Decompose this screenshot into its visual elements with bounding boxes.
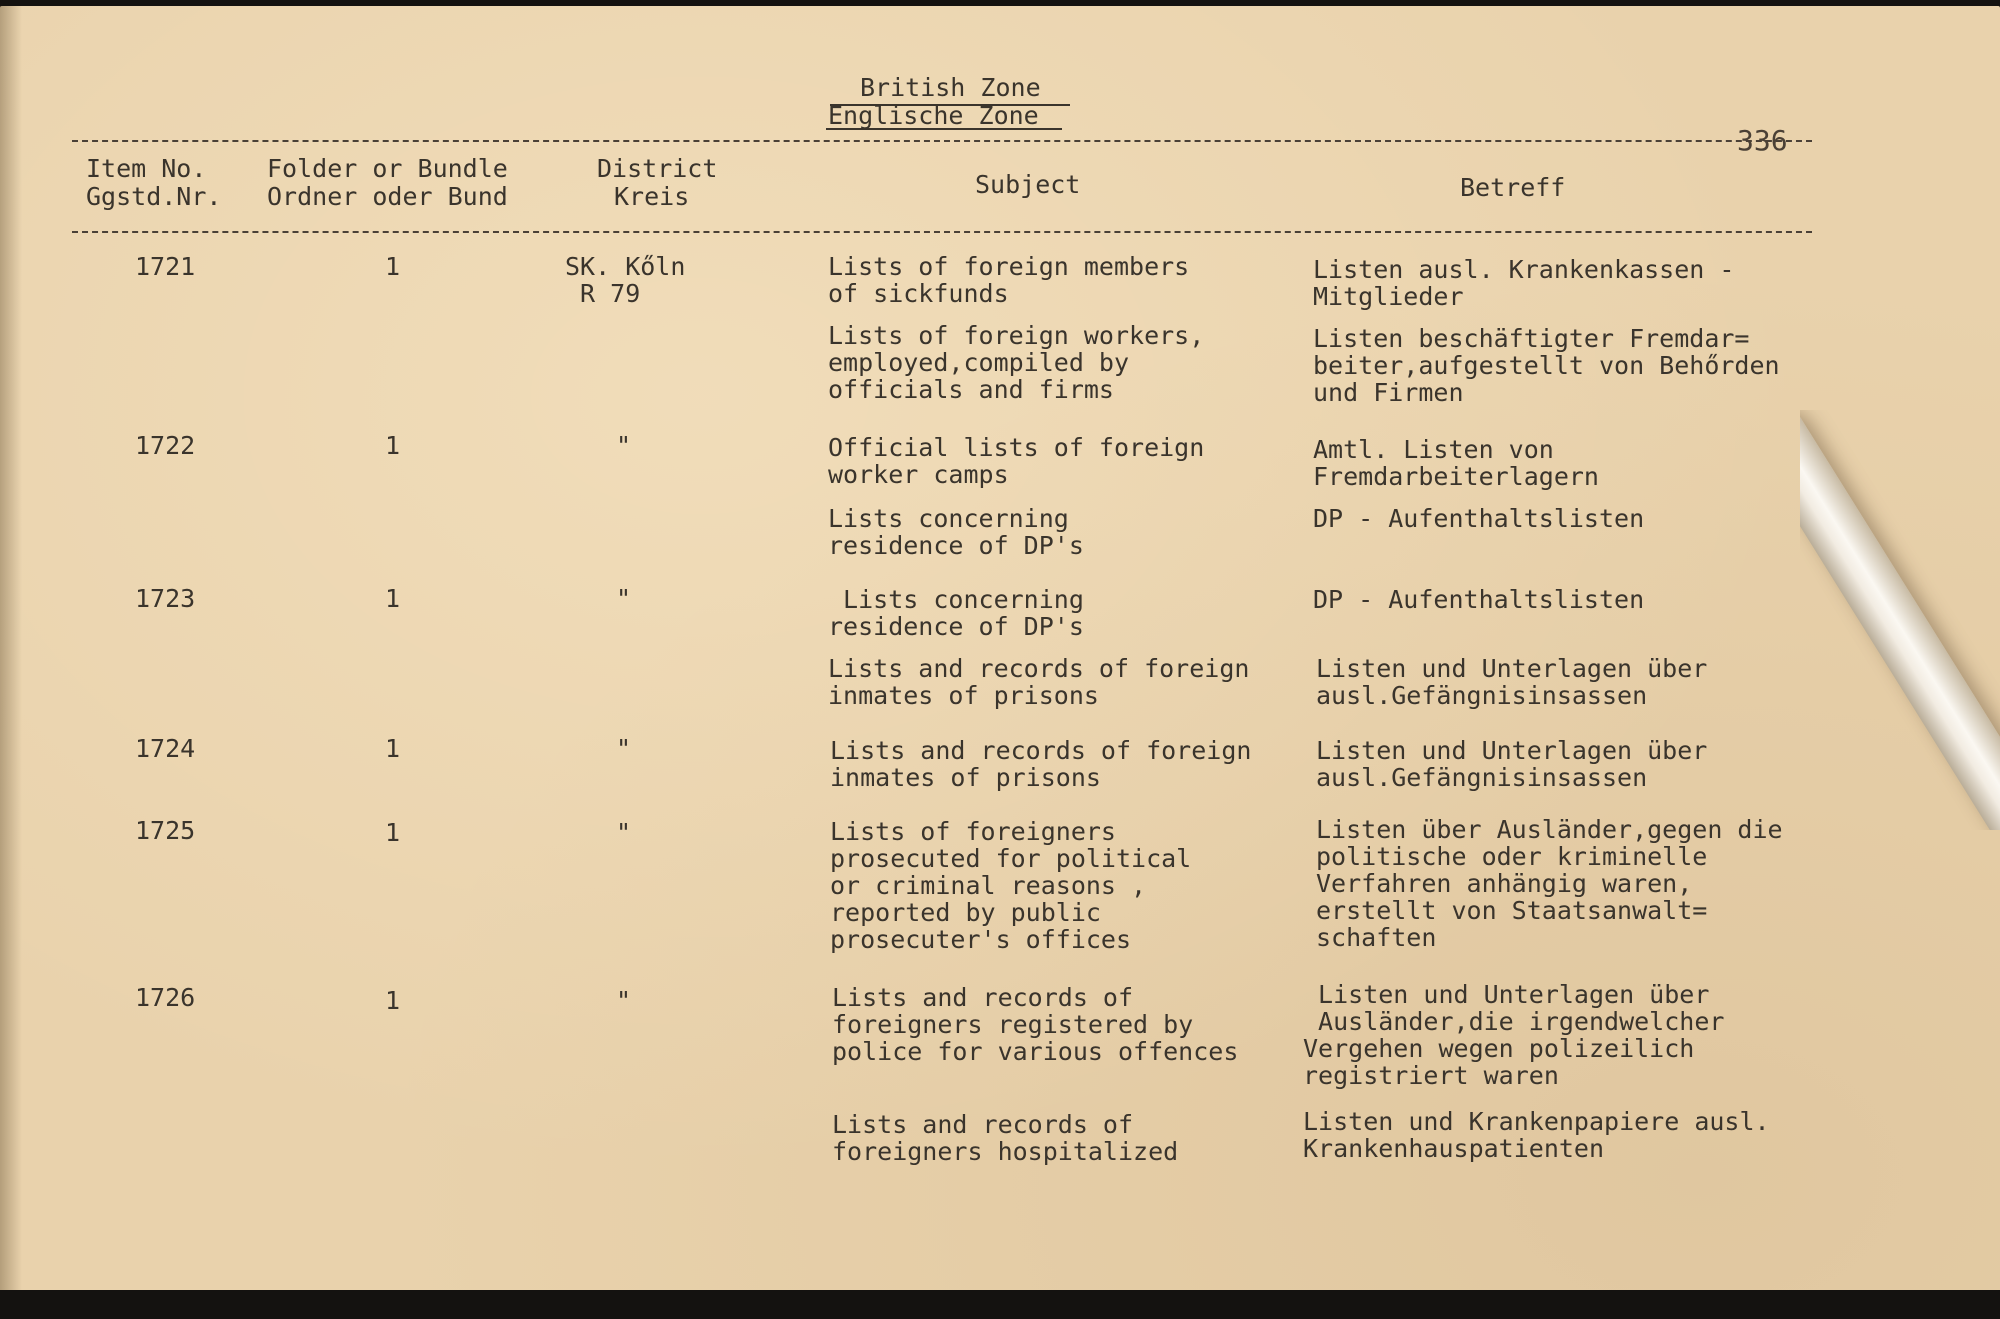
subject-text: Lists of foreign workers, employed,compiled by officials and firms (828, 321, 1205, 404)
subject-text: Lists and records of foreigners hospitalized (832, 1110, 1179, 1166)
district-ditto: " (616, 986, 632, 1015)
column-subject: Subject (975, 170, 1081, 199)
page-number: 336 (1737, 124, 1788, 157)
zone-title-de: Englische Zone (828, 101, 1039, 130)
betreff-text: Listen und Unterlagen über Ausländer,die irgendwelcher Vergehen wegen polizeilich registriert waren (1303, 980, 1725, 1090)
column-item-en: Item No. (86, 154, 207, 183)
column-folder-en: Folder or Bundle (267, 154, 508, 183)
item-number: 1722 (135, 431, 196, 460)
folder-count: 1 (385, 252, 401, 281)
paper-clip (1800, 410, 2000, 830)
district-ditto: " (616, 584, 632, 613)
betreff-text: Listen und Krankenpapiere ausl. Krankenhauspatienten (1303, 1107, 1770, 1163)
zone-title-en: British Zone (860, 73, 1041, 102)
page-edge-shadow (0, 6, 22, 1306)
subject-text: Lists and records of foreigners registered by police for various offences (832, 983, 1239, 1066)
district: SK. Kőln R 79 (565, 252, 686, 308)
subject-text: Lists concerning residence of DP's (828, 504, 1084, 560)
folder-count: 1 (385, 431, 401, 460)
column-district-de: Kreis (614, 182, 690, 211)
subject-text: Official lists of foreign worker camps (828, 433, 1205, 489)
betreff-text: Listen beschäftigter Fremdar= beiter,aufgestellt von Behőrden und Firmen (1313, 324, 1780, 407)
column-betreff: Betreff (1460, 173, 1566, 202)
item-number: 1724 (135, 734, 196, 763)
item-number: 1723 (135, 584, 196, 613)
column-item-de: Ggstd.Nr. (86, 182, 222, 211)
item-number: 1726 (135, 983, 196, 1012)
bottom-edge (0, 1290, 2000, 1319)
betreff-text: Listen über Ausländer,gegen die politische oder kriminelle Verfahren anhängig waren, erstellt von Staatsanwalt= schaften (1316, 815, 1783, 952)
folder-count: 1 (385, 734, 401, 763)
item-number: 1725 (135, 816, 196, 845)
folder-count: 1 (385, 986, 401, 1015)
header-top-rule (72, 140, 1812, 142)
folder-count: 1 (385, 584, 401, 613)
paper-clip-bar (1800, 410, 2000, 830)
subject-text: Lists and records of foreign inmates of prisons (830, 736, 1252, 792)
betreff-text: Listen und Unterlagen über ausl.Gefängnisinsassen (1316, 654, 1708, 710)
header-bottom-rule (72, 231, 1812, 233)
betreff-text: DP - Aufenthaltslisten (1313, 585, 1645, 614)
item-number: 1721 (135, 252, 196, 281)
betreff-text: Listen ausl. Krankenkassen - Mitglieder (1313, 255, 1735, 311)
district-ditto: " (616, 818, 632, 847)
zone-title-de-underline (826, 128, 1062, 130)
district-ditto: " (616, 431, 632, 460)
subject-text: Lists concerning residence of DP's (828, 585, 1084, 641)
folder-count: 1 (385, 818, 401, 847)
subject-text: Lists of foreign members of sickfunds (828, 252, 1190, 308)
betreff-text: DP - Aufenthaltslisten (1313, 504, 1645, 533)
subject-text: Lists of foreigners prosecuted for political or criminal reasons , reported by public prosecuter's offices (830, 817, 1192, 954)
column-district-en: District (597, 154, 718, 183)
subject-text: Lists and records of foreign inmates of prisons (828, 654, 1250, 710)
betreff-text: Amtl. Listen von Fremdarbeiterlagern (1313, 435, 1599, 491)
district-ditto: " (616, 734, 632, 763)
column-folder-de: Ordner oder Bund (267, 182, 508, 211)
betreff-text: Listen und Unterlagen über ausl.Gefängnisinsassen (1316, 736, 1708, 792)
